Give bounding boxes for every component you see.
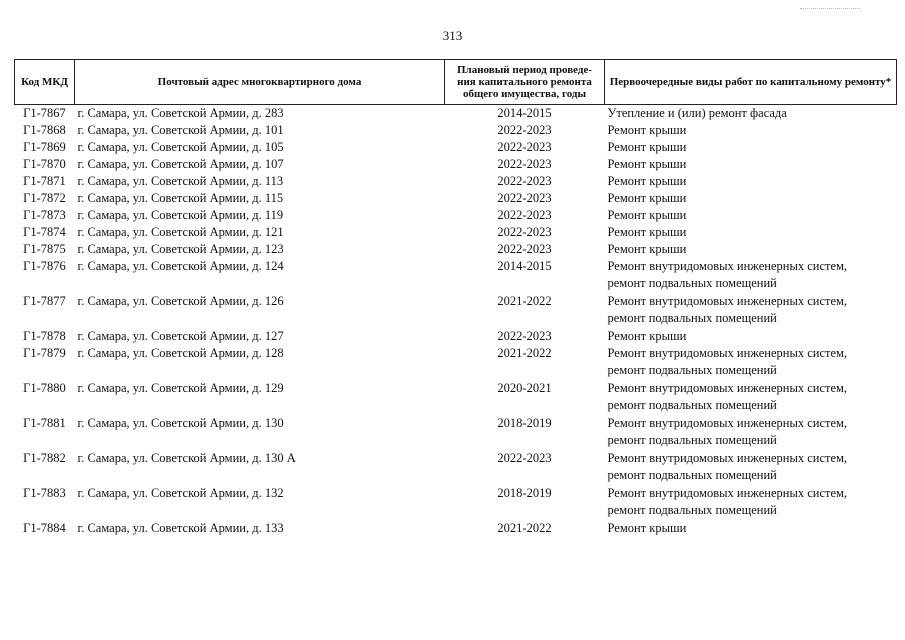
repair-works-cell [605,105,897,123]
repair-work-line: ремонт подвальных помещений [607,503,777,517]
repair-period-cell: 2018-2019 [497,486,552,500]
table-row [15,105,897,123]
table-row [15,520,897,537]
repair-period-cell: 2022-2023 [497,174,552,188]
repair-work-line: Ремонт крыши [607,140,687,154]
table-row [15,190,897,207]
repair-work-line: Ремонт внутридомовых инженерных систем, [607,416,848,430]
mkd-code-cell: Г1-7871 [23,174,66,188]
table-row [15,328,897,345]
repair-period-cell: 2022-2023 [497,329,552,343]
repair-works-cell [605,173,897,190]
mkd-code-cell: Г1-7868 [23,123,66,137]
mkd-code-cell: Г1-7869 [23,140,66,154]
address-cell: г. Самара, ул. Советской Армии, д. 132 [77,486,284,500]
repair-work-line: Ремонт внутридомовых инженерных систем, [607,451,848,465]
repair-work-line: Ремонт внутридомовых инженерных систем, [607,381,848,395]
repair-works-cell [605,450,897,485]
repair-work-line: ремонт подвальных помещений [607,398,777,412]
repair-work-line: Ремонт внутридомовых инженерных систем, [607,294,848,308]
mkd-code-cell: Г1-7879 [23,346,66,360]
repair-work-line: Ремонт крыши [607,191,687,205]
address-cell: г. Самара, ул. Советской Армии, д. 124 [77,259,284,273]
repair-work-line: Ремонт крыши [607,174,687,188]
repair-period-cell: 2022-2023 [497,140,552,154]
repair-works-cell [605,190,897,207]
address-cell: г. Самара, ул. Советской Армии, д. 115 [77,191,284,205]
repair-schedule-table [14,59,897,537]
page-number: 313 [442,28,463,43]
repair-period-cell: 2021-2022 [497,521,552,535]
table-row [15,139,897,156]
repair-work-line: ремонт подвальных помещений [607,311,777,325]
table-row [15,450,897,485]
repair-work-line: Ремонт крыши [607,208,687,222]
address-cell: г. Самара, ул. Советской Армии, д. 123 [77,242,284,256]
mkd-code-cell: Г1-7873 [23,208,66,222]
repair-period-cell: 2022-2023 [497,208,552,222]
repair-works-cell [605,156,897,173]
repair-work-line: Ремонт внутридомовых инженерных систем, [607,486,848,500]
table-row [15,173,897,190]
header-works: Первоочередные виды работ по капитальному ремонту* [605,60,897,105]
repair-works-cell [605,415,897,450]
repair-work-line: Ремонт внутридомовых инженерных систем, [607,346,848,360]
table-row [15,345,897,380]
address-cell: г. Самара, ул. Советской Армии, д. 283 [77,106,284,120]
address-cell: г. Самара, ул. Советской Армии, д. 101 [77,123,284,137]
table-row [15,224,897,241]
repair-work-line: Ремонт крыши [607,521,687,535]
address-cell: г. Самара, ул. Советской Армии, д. 130 А [77,451,296,465]
repair-works-cell [605,345,897,380]
mkd-code-cell: Г1-7883 [23,486,66,500]
repair-work-line: Ремонт крыши [607,329,687,343]
address-cell: г. Самара, ул. Советской Армии, д. 107 [77,157,284,171]
repair-work-line: ремонт подвальных помещений [607,433,777,447]
repair-works-cell [605,328,897,345]
repair-work-line: ремонт подвальных помещений [607,468,777,482]
repair-period-cell: 2021-2022 [497,346,552,360]
repair-work-line: Ремонт крыши [607,157,687,171]
header-code: Код МКД [15,60,75,105]
table-row [15,485,897,520]
table-row [15,258,897,293]
address-cell: г. Самара, ул. Советской Армии, д. 119 [77,208,284,222]
repair-works-cell [605,258,897,293]
repair-work-line: ремонт подвальных помещений [607,276,777,290]
mkd-code-cell: Г1-7872 [23,191,66,205]
repair-period-cell: 2014-2015 [497,259,552,273]
repair-period-cell: 2020-2021 [497,381,552,395]
table-row [15,293,897,328]
repair-period-cell: 2022-2023 [497,451,552,465]
address-cell: г. Самара, ул. Советской Армии, д. 126 [77,294,284,308]
address-cell: г. Самара, ул. Советской Армии, д. 127 [77,329,284,343]
header-address: Почтовый адрес многоквартирного дома [75,60,445,105]
address-cell: г. Самара, ул. Советской Армии, д. 130 [77,416,284,430]
mkd-code-cell: Г1-7882 [23,451,66,465]
repair-works-cell [605,139,897,156]
address-cell: г. Самара, ул. Советской Армии, д. 105 [77,140,284,154]
mkd-code-cell: Г1-7884 [23,521,66,535]
repair-period-cell: 2022-2023 [497,242,552,256]
repair-works-cell [605,207,897,224]
mkd-code-cell: Г1-7878 [23,329,66,343]
mkd-code-cell: Г1-7874 [23,225,66,239]
table-row [15,207,897,224]
mkd-code-cell: Г1-7881 [23,416,66,430]
repair-works-cell [605,380,897,415]
table-header-row [15,60,897,105]
repair-period-cell: 2021-2022 [497,294,552,308]
repair-works-cell [605,241,897,258]
repair-period-cell: 2022-2023 [497,123,552,137]
repair-period-cell: 2022-2023 [497,191,552,205]
mkd-code-cell: Г1-7875 [23,242,66,256]
mkd-code-cell: Г1-7880 [23,381,66,395]
repair-works-cell [605,224,897,241]
mkd-code-cell: Г1-7876 [23,259,66,273]
mkd-code-cell: Г1-7877 [23,294,66,308]
mkd-code-cell: Г1-7870 [23,157,66,171]
address-cell: г. Самара, ул. Советской Армии, д. 121 [77,225,284,239]
repair-period-cell: 2018-2019 [497,416,552,430]
header-period: Плановый период проведе- ния капитального ремонта общего имущества, годы [445,60,605,105]
table-body [15,105,897,538]
repair-work-line: Ремонт внутридомовых инженерных систем, [607,259,848,273]
repair-work-line: Ремонт крыши [607,123,687,137]
repair-work-line: ремонт подвальных помещений [607,363,777,377]
table-row [15,415,897,450]
repair-work-line: Ремонт крыши [607,242,687,256]
repair-period-cell: 2022-2023 [497,225,552,239]
repair-period-cell: 2022-2023 [497,157,552,171]
address-cell: г. Самара, ул. Советской Армии, д. 128 [77,346,284,360]
table-row [15,380,897,415]
repair-work-line: Ремонт крыши [607,225,687,239]
address-cell: г. Самара, ул. Советской Армии, д. 133 [77,521,284,535]
table-row [15,241,897,258]
repair-period-cell: 2014-2015 [497,106,552,120]
table-row [15,156,897,173]
repair-works-cell [605,520,897,537]
repair-work-line: Утепление и (или) ремонт фасада [607,106,787,120]
repair-works-cell [605,122,897,139]
table-row [15,122,897,139]
repair-works-cell [605,293,897,328]
scan-mark [800,8,860,9]
address-cell: г. Самара, ул. Советской Армии, д. 113 [77,174,284,188]
mkd-code-cell: Г1-7867 [23,106,66,120]
address-cell: г. Самара, ул. Советской Армии, д. 129 [77,381,284,395]
repair-works-cell [605,485,897,520]
